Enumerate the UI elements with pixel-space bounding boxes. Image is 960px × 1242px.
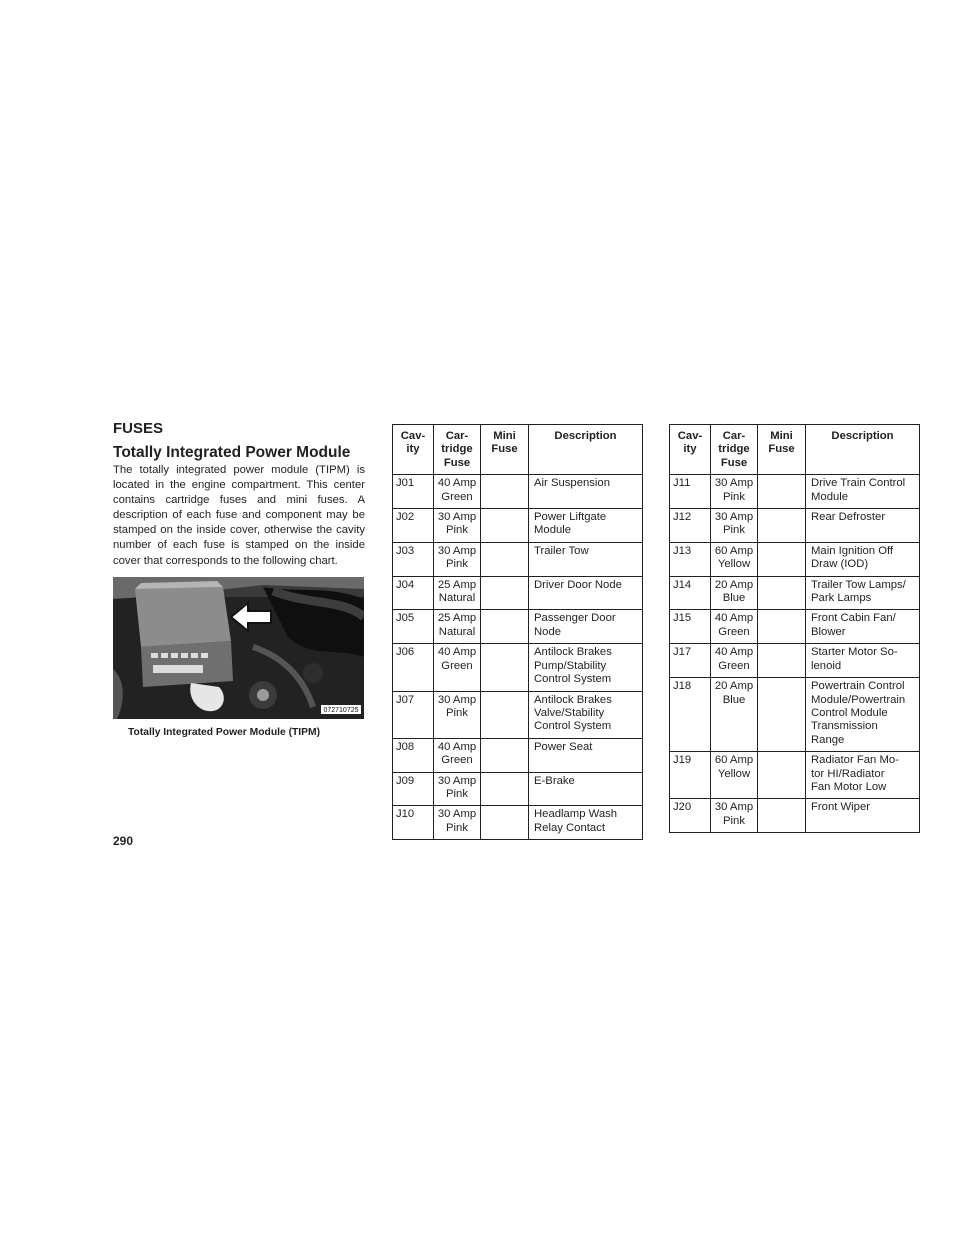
cartridge-fuse-cell: 25 Amp Natural (434, 610, 481, 644)
header-cavity: Cav- ity (670, 425, 711, 475)
table-row (393, 475, 643, 509)
mini-fuse-cell (758, 644, 806, 678)
table-row (670, 752, 920, 799)
header-description: Description (806, 425, 920, 475)
mini-fuse-cell (758, 576, 806, 610)
description-cell: Radiator Fan Mo- tor HI/Radiator Fan Motor Low (806, 752, 920, 799)
fuse-table-left (392, 424, 643, 840)
cartridge-fuse-cell: 60 Amp Yellow (711, 542, 758, 576)
description-cell: Starter Motor So- lenoid (806, 644, 920, 678)
cavity-cell: J20 (670, 799, 711, 833)
table-row (670, 644, 920, 678)
page-number: 290 (113, 834, 134, 848)
header-cartridge-fuse: Car- tridge Fuse (434, 425, 481, 475)
cartridge-fuse-cell: 20 Amp Blue (711, 576, 758, 610)
description-cell: Air Suspension (529, 475, 643, 509)
description-cell: Trailer Tow Lamps/ Park Lamps (806, 576, 920, 610)
description-cell: Antilock Brakes Pump/Stability Control System (529, 644, 643, 691)
mini-fuse-cell (481, 738, 529, 772)
description-cell: Rear Defroster (806, 509, 920, 543)
mini-fuse-cell (481, 691, 529, 738)
cavity-cell: J02 (393, 509, 434, 543)
cartridge-fuse-cell: 40 Amp Green (434, 475, 481, 509)
cavity-cell: J19 (670, 752, 711, 799)
cartridge-fuse-cell: 40 Amp Green (711, 610, 758, 644)
cavity-cell: J11 (670, 475, 711, 509)
description-cell: Drive Train Control Module (806, 475, 920, 509)
description-cell: Trailer Tow (529, 542, 643, 576)
engine-compartment-image (113, 577, 364, 719)
cavity-cell: J15 (670, 610, 711, 644)
table-row (670, 509, 920, 543)
cartridge-fuse-cell: 30 Amp Pink (711, 799, 758, 833)
header-mini-fuse: Mini Fuse (758, 425, 806, 475)
description-cell: Power Liftgate Module (529, 509, 643, 543)
tipm-photo (113, 577, 364, 719)
intro-paragraph: The totally integrated power module (TIPM) is located in the engine compartment. This center contains cartridge fuses and mini fuses. A description of each fuse and component may be stamped on the inside cover, otherwise the cavity number of each fuse is stamped on the inside cover that corresponds to the following chart. (113, 464, 365, 567)
cavity-cell: J12 (670, 509, 711, 543)
header-mini-fuse: Mini Fuse (481, 425, 529, 475)
subsection-title: Totally Integrated Power Module (113, 444, 351, 461)
header-description: Description (529, 425, 643, 475)
fuse-table-right (669, 424, 920, 833)
table-row (393, 691, 643, 738)
cartridge-fuse-cell: 30 Amp Pink (434, 691, 481, 738)
mini-fuse-cell (758, 475, 806, 509)
table-row (393, 738, 643, 772)
table-row (670, 475, 920, 509)
mini-fuse-cell (758, 799, 806, 833)
cavity-cell: J13 (670, 542, 711, 576)
cavity-cell: J07 (393, 691, 434, 738)
description-cell: Passenger Door Node (529, 610, 643, 644)
cavity-cell: J10 (393, 806, 434, 840)
table-row (670, 799, 920, 833)
mini-fuse-cell (481, 576, 529, 610)
description-cell: Powertrain Control Module/Powertrain Control Module Transmission Range (806, 678, 920, 752)
description-cell: Antilock Brakes Valve/Stability Control System (529, 691, 643, 738)
mini-fuse-cell (481, 509, 529, 543)
cartridge-fuse-cell: 30 Amp Pink (711, 509, 758, 543)
cartridge-fuse-cell: 40 Amp Green (711, 644, 758, 678)
cavity-cell: J04 (393, 576, 434, 610)
mini-fuse-cell (758, 752, 806, 799)
mini-fuse-cell (481, 475, 529, 509)
cavity-cell: J06 (393, 644, 434, 691)
cavity-cell: J17 (670, 644, 711, 678)
header-cartridge-fuse: Car- tridge Fuse (711, 425, 758, 475)
cavity-cell: J03 (393, 542, 434, 576)
cartridge-fuse-cell: 20 Amp Blue (711, 678, 758, 752)
table-row (393, 644, 643, 691)
cartridge-fuse-cell: 40 Amp Green (434, 644, 481, 691)
photo-code: 072710725 (323, 707, 359, 714)
description-cell: E-Brake (529, 772, 643, 806)
mini-fuse-cell (481, 806, 529, 840)
table-row (670, 576, 920, 610)
table-row (393, 610, 643, 644)
section-title: FUSES (113, 420, 164, 437)
cartridge-fuse-cell: 60 Amp Yellow (711, 752, 758, 799)
table-row (393, 806, 643, 840)
description-cell: Driver Door Node (529, 576, 643, 610)
table-row (393, 509, 643, 543)
mini-fuse-cell (758, 542, 806, 576)
description-cell: Front Wiper (806, 799, 920, 833)
mini-fuse-cell (481, 610, 529, 644)
cavity-cell: J08 (393, 738, 434, 772)
description-cell: Main Ignition Off Draw (IOD) (806, 542, 920, 576)
cartridge-fuse-cell: 30 Amp Pink (434, 542, 481, 576)
cartridge-fuse-cell: 40 Amp Green (434, 738, 481, 772)
cartridge-fuse-cell: 25 Amp Natural (434, 576, 481, 610)
cartridge-fuse-cell: 30 Amp Pink (434, 772, 481, 806)
cartridge-fuse-cell: 30 Amp Pink (711, 475, 758, 509)
table-row (670, 610, 920, 644)
table-row (393, 542, 643, 576)
table-row (393, 576, 643, 610)
mini-fuse-cell (481, 644, 529, 691)
cavity-cell: J18 (670, 678, 711, 752)
table-row (670, 678, 920, 752)
table-row (670, 542, 920, 576)
mini-fuse-cell (481, 542, 529, 576)
mini-fuse-cell (758, 678, 806, 752)
header-cavity: Cav- ity (393, 425, 434, 475)
description-cell: Front Cabin Fan/ Blower (806, 610, 920, 644)
figure-caption: Totally Integrated Power Module (TIPM) (128, 727, 321, 738)
description-cell: Power Seat (529, 738, 643, 772)
description-cell: Headlamp Wash Relay Contact (529, 806, 643, 840)
cavity-cell: J09 (393, 772, 434, 806)
cartridge-fuse-cell: 30 Amp Pink (434, 806, 481, 840)
cartridge-fuse-cell: 30 Amp Pink (434, 509, 481, 543)
mini-fuse-cell (758, 509, 806, 543)
mini-fuse-cell (481, 772, 529, 806)
mini-fuse-cell (758, 610, 806, 644)
cavity-cell: J05 (393, 610, 434, 644)
cavity-cell: J01 (393, 475, 434, 509)
cavity-cell: J14 (670, 576, 711, 610)
table-row (393, 772, 643, 806)
